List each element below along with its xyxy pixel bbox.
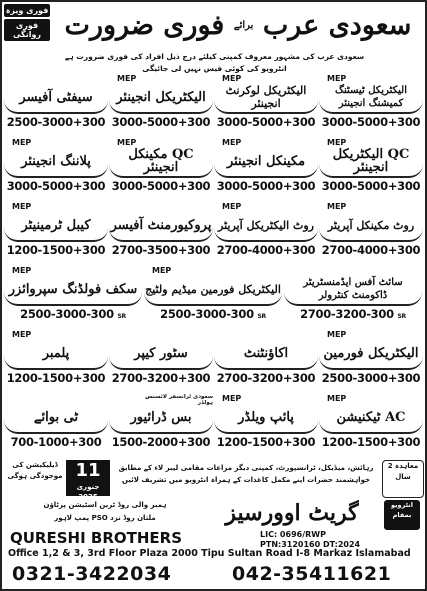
job-salary: 3000-5000+300 (111, 115, 211, 129)
job-salary: 2500-3000+300 (6, 115, 106, 129)
subline-no-fee: انٹرویو کی کوئی فیس نہیں لی جائیگی (142, 64, 287, 73)
job-card (109, 138, 213, 200)
date-day: 11 (75, 460, 101, 481)
jobs-row-1 (4, 74, 423, 138)
company-brand: QURESHI BROTHERS (10, 529, 183, 547)
headline-country: سعودی عرب (262, 10, 412, 41)
job-salary: 2700-3200+300 (216, 371, 316, 385)
currency-sr: SR (397, 313, 406, 320)
jobs-row-5 (4, 330, 423, 394)
job-card (319, 394, 423, 456)
benefits-line-2: خواہشمند حضرات اپنے مکمل کاغذات کے ہمراہ انٹرویو میں تشریف لائیں (121, 476, 371, 484)
job-title: اکاؤنٹنٹ (214, 338, 318, 370)
job-card (319, 138, 423, 200)
mep-tag: MEP (222, 74, 242, 83)
badge-stack (4, 4, 50, 43)
license-note: سعودی ٹرانسفر لائسنس ہولڈر (145, 394, 213, 406)
job-card (214, 394, 318, 456)
job-salary: 3000-5000+300 (216, 179, 316, 193)
jobs-row-2 (4, 138, 423, 202)
subline-company: سعودی عرب کی مشہور معروف کمپنی کیلئے درج ذیل افراد کی فوری ضرورت ہے (64, 52, 365, 61)
job-title: الیکٹریکل ٹیسٹنگ کمیشنگ انجینئر (319, 82, 423, 114)
mep-tag: MEP (327, 74, 347, 83)
license-number: LIC: 0696/RWP (260, 530, 326, 539)
benefits-note (116, 462, 376, 486)
ptn-number: PTN:3120160 DT:2024 (260, 540, 361, 549)
jobs-grid (4, 74, 423, 458)
mep-tag: MEP (222, 202, 242, 211)
job-title: QC الیکٹریکل انجینئر (319, 146, 423, 178)
job-title: الیکٹریکل انجینئر (109, 82, 213, 114)
mep-tag: MEP (12, 202, 32, 211)
job-title: کیبل ٹرمینیٹر (4, 210, 108, 242)
mep-tag: MEP (117, 138, 137, 147)
job-card (109, 74, 213, 136)
job-card (4, 202, 108, 264)
job-salary: 3000-5000+300 (111, 179, 211, 193)
delegation-note: ڈیلیکیشن کی موجودگی ہوگی (7, 461, 63, 480)
job-card (214, 202, 318, 264)
job-card (4, 330, 108, 392)
office-address: Office 1,2 & 3, 3rd Floor Plaza 2000 Tipu Sultan Road I-8 Markaz Islamabad (8, 548, 411, 559)
job-card (214, 330, 318, 392)
mep-tag: MEP (327, 202, 347, 211)
job-card (284, 266, 422, 328)
contract-note: معاہدہ 2 سال (382, 460, 424, 498)
job-salary: 2700-3200+300 (111, 371, 211, 385)
job-salary: 1200-1500+300 (216, 435, 316, 449)
job-title: الیکٹریکل لوکرنٹ انجینئر (214, 82, 318, 114)
currency-sr: SR (117, 313, 126, 320)
mep-tag: MEP (327, 330, 347, 339)
job-salary: 1200-1500+300 (6, 243, 106, 257)
company-name-urdu: گریٹ اوورسیز (225, 500, 359, 526)
job-title: پلاننگ انجینئر (4, 146, 108, 178)
job-title: پائپ ویلڈر (214, 402, 318, 434)
job-title: مکینکل انجینئر (214, 146, 318, 178)
job-salary: 1200-1500+300 (321, 435, 421, 449)
date-month: جنوری (76, 483, 100, 491)
job-title: سکف فولڈنگ سپروائزر (4, 274, 142, 306)
job-salary: 3000-5000+300 (321, 115, 421, 129)
urdu-address-1: ہمبر والی روڈ ٹرین اسٹیشن پرٹاؤن (43, 501, 167, 509)
phone-strip (2, 563, 425, 591)
job-card (4, 74, 108, 136)
job-card (319, 202, 423, 264)
job-salary (284, 307, 422, 321)
job-salary: 2700-3500+300 (111, 243, 211, 257)
salary-range: 2500-3000-300 (20, 307, 114, 321)
job-salary (4, 307, 142, 321)
job-card (109, 394, 213, 456)
job-card (109, 202, 213, 264)
mep-tag: MEP (12, 138, 32, 147)
job-salary: 3000-5000+300 (216, 115, 316, 129)
salary-range: 2700-3200-300 (300, 307, 394, 321)
job-title: روٹ الیکٹریکل آپریٹر (214, 210, 318, 242)
headline-pre: فوری ضرورت (64, 10, 225, 41)
job-title: پلمبر (4, 338, 108, 370)
mep-tag: MEP (117, 74, 137, 83)
job-salary: 3000-5000+300 (321, 179, 421, 193)
job-salary: 2700-4000+300 (216, 243, 316, 257)
jobs-row-3 (4, 202, 423, 266)
job-title: سیفٹی آفیسر (4, 82, 108, 114)
urdu-address-2: ملتان روڈ نزد PSO پمپ لاہور (54, 514, 156, 522)
jobs-row-4 (4, 266, 423, 330)
interview-date (66, 460, 110, 501)
job-card (144, 266, 282, 328)
jobs-row-6 (4, 394, 423, 458)
mep-tag: MEP (152, 266, 172, 275)
currency-sr: SR (257, 313, 266, 320)
mep-tag: MEP (327, 394, 347, 403)
job-card (4, 394, 108, 456)
job-title: سٹور کیپر (109, 338, 213, 370)
headline (54, 4, 422, 48)
badge-departure: فوری روانگی (4, 19, 50, 41)
benefits-line-1: رہائش، میڈیکل، ٹرانسپورٹ، کمپنی دیگر مراعات مقامی لیبر لاء کے مطابق (118, 464, 374, 472)
mep-tag: MEP (327, 138, 347, 147)
job-card (319, 330, 423, 392)
phone-mobile: 0321-3422034 (12, 563, 172, 585)
job-title: QC مکینکل انجینئر (109, 146, 213, 178)
job-title: الیکٹریکل فورمین (319, 338, 423, 370)
mep-tag: MEP (12, 266, 32, 275)
job-title: پروکیورمنٹ آفیسر (109, 210, 213, 242)
phone-landline: 042-35411621 (232, 563, 392, 585)
date-year: 2025 (78, 493, 98, 501)
badge-visa: فوری ویزہ (5, 6, 49, 15)
job-card (214, 138, 318, 200)
interview-place-box: انٹرویو بمقام (384, 500, 420, 530)
job-card (214, 74, 318, 136)
header (2, 2, 425, 52)
job-card (4, 266, 142, 328)
job-title: الیکٹریکل فورمین میڈیم ولٹیج (144, 274, 282, 306)
job-salary: 1500-2000+300 (111, 435, 211, 449)
job-salary: 2500-3000+300 (321, 371, 421, 385)
mep-tag: MEP (222, 138, 242, 147)
job-salary: 1200-1500+300 (6, 371, 106, 385)
headline-for: برائے (233, 20, 254, 31)
job-salary (144, 307, 282, 321)
job-title: روٹ مکینکل آپریٹر (319, 210, 423, 242)
job-salary: 2700-4000+300 (321, 243, 421, 257)
job-card (4, 138, 108, 200)
mep-tag: MEP (222, 394, 242, 403)
job-salary: 700-1000+300 (10, 435, 102, 449)
mep-tag: MEP (12, 330, 32, 339)
notice-strip (4, 458, 423, 501)
job-card (109, 330, 213, 392)
job-title: ٹی بوائے (4, 402, 108, 434)
job-salary: 3000-5000+300 (6, 179, 106, 193)
salary-range: 2500-3000-300 (160, 307, 254, 321)
job-title: AC ٹیکنیشن (319, 402, 423, 434)
job-title: سائٹ آفس ایڈمنسٹریٹر ڈاکومنٹ کنٹرولر (284, 274, 422, 306)
job-card (319, 74, 423, 136)
job-title: بس ڈرائیور (109, 402, 213, 434)
